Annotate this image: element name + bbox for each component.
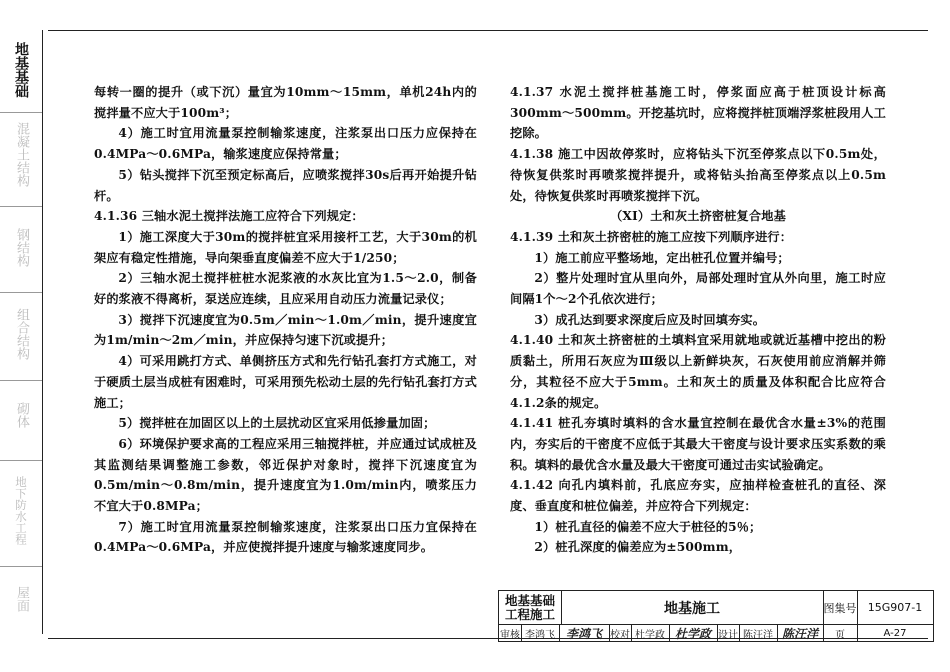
series-name-line1: 地基基础 <box>504 592 555 608</box>
title-block-top-row <box>499 591 933 625</box>
tab-divider <box>0 460 42 461</box>
paragraph: 5）搅拌桩在加固区以上的土层扰动区宜采用低掺量加固； <box>118 416 436 431</box>
paragraph: 5）钻头搅拌下沉至预定标高后，应喷浆搅拌30s后再开始提升钻杆。 <box>94 167 477 203</box>
check-label: 校对 <box>609 625 632 641</box>
tab-divider <box>0 566 42 567</box>
title-block <box>498 590 934 642</box>
tab-divider <box>0 112 42 113</box>
reviewer-signature: 李鸿飞 <box>559 625 610 641</box>
paragraph: 6）环境保护要求高的工程应采用三轴搅拌桩，并应通过试成桩及其监测结果调整施工参数，邻近保护对象时，搅拌下沉速度宜为0.5m/min～0.8m/min，提升速度宜为1.0m/min内，喷浆压力不宜大于0.8MPa； <box>94 436 477 514</box>
top-border-line <box>48 30 928 31</box>
tab-label: 屋面 <box>14 586 29 612</box>
paragraph: 1）施工深度大于30m的搅拌桩宜采用接杆工艺，大于30m的机架应有稳定性措施，导向架垂直度偏差不应大于1/250； <box>94 229 477 265</box>
checker-signature: 杜学政 <box>669 625 718 641</box>
paragraph: 4）施工时宜用流量泵控制输浆速度，注浆泵出口压力应保持在0.4MPa～0.6MPa，输浆速度应保持常量； <box>94 126 477 162</box>
chapter-sidebar <box>0 30 43 634</box>
tab-roof[interactable] <box>0 586 42 612</box>
paragraph: 3）搅拌下沉速度宜为0.5m／min～1.0m／min，提升速度宜为1m/min～2m／min，并应保持匀速下沉或提升； <box>94 312 477 348</box>
tab-label: 组合结构 <box>14 308 29 360</box>
tab-label: 地基基础 <box>13 42 29 98</box>
series-name-line2: 工程施工 <box>504 606 555 622</box>
paragraph: 4.1.39 土和灰土挤密桩的施工应按下列顺序进行： <box>510 229 793 244</box>
section-heading: （XI）土和灰土挤密桩复合地基 <box>610 209 786 224</box>
checker-name: 杜学政 <box>631 625 670 641</box>
tab-masonry[interactable] <box>0 402 42 428</box>
designer-signature: 陈汪洋 <box>777 625 824 641</box>
paragraph: 1）桩孔直径的偏差不应大于桩径的5％； <box>534 519 762 534</box>
paragraph: 4.1.41 桩孔夯填时填料的含水量宜控制在最优含水量±3%的范围内，夯实后的干密度不应低于其最大干密度与设计要求压实系数的乘积。填料的最优含水量及最大干密度可通过击实试验确定。 <box>510 416 886 472</box>
paragraph: 1）施工前应平整场地，定出桩孔位置并编号； <box>534 250 790 265</box>
paragraph: 3）成孔达到要求深度后应及时回填夯实。 <box>534 312 766 327</box>
tab-concrete[interactable] <box>0 122 42 187</box>
paragraph: 2）三轴水泥土搅拌桩桩水泥浆液的水灰比宜为1.5～2.0，制备好的浆液不得离析，泵送应连续，且应采用自动压力流量记录仪； <box>94 271 477 307</box>
tab-label: 砌体 <box>14 402 29 428</box>
tab-label: 地下防水工程 <box>14 476 28 545</box>
paragraph: 7）施工时宜用流量泵控制输浆速度，注浆泵出口压力宜保持在0.4MPa～0.6MPa，并应使搅拌提升速度与输浆速度同步。 <box>94 519 477 555</box>
tab-divider <box>0 292 42 293</box>
tab-label: 混凝土结构 <box>14 122 29 187</box>
reviewer-name: 李鸿飞 <box>521 625 560 641</box>
paragraph: 4.1.38 施工中因故停浆时，应将钻头下沉至停浆点以下0.5m处，待恢复供浆时再喷浆搅拌提升，或将钻头抬高至停浆点以上0.5m处，待恢复供浆时再喷浆搅拌下沉。 <box>510 147 886 203</box>
drawing-title: 地基施工 <box>561 591 824 624</box>
page-label: 页 <box>823 625 858 641</box>
series-name <box>499 591 562 624</box>
tab-waterproof[interactable] <box>0 476 42 545</box>
atlas-number-value: 15G907-1 <box>867 601 923 614</box>
paragraph: 每转一圈的提升（或下沉）量宜为10mm～15mm，单机24h内的搅拌量不应大于100m³； <box>94 85 477 120</box>
paragraph: 4.1.36 三轴水泥土搅拌法施工应符合下列规定： <box>94 209 364 224</box>
tab-divider <box>0 206 42 207</box>
paragraph: 2）桩孔深度的偏差应为±500mm， <box>534 540 742 555</box>
tab-foundation[interactable] <box>0 42 42 98</box>
review-label: 审核 <box>499 625 522 641</box>
designer-name: 陈汪洋 <box>739 625 778 641</box>
paragraph: 4.1.40 土和灰土挤密桩的土填料宜采用就地或就近基槽中挖出的粉质黏土，所用石灰应为Ⅲ级以上新鲜块灰，石灰使用前应消解并筛分，其粒径不应大于5mm。土和灰土的质量及体积配合比应符合4.1.2条的规定。 <box>510 333 886 410</box>
design-label: 设计 <box>717 625 740 641</box>
atlas-number-label: 图集号 <box>823 591 858 624</box>
right-text-column <box>510 82 886 558</box>
paragraph: 2）整片处理时宜从里向外，局部处理时宜从外向里，施工时应间隔1个～2个孔依次进行； <box>510 271 886 307</box>
title-block-sign-row <box>499 625 933 641</box>
tab-divider <box>0 380 42 381</box>
paragraph: 4）可采用跳打方式、单侧挤压方式和先行钻孔套打方式施工，对于硬质土层当成桩有困难时，可采用预先松动土层的先行钻孔套打方式施工； <box>94 354 477 410</box>
tab-label: 钢结构 <box>14 228 29 267</box>
left-text-column <box>94 82 477 558</box>
tab-composite[interactable] <box>0 308 42 360</box>
tab-steel[interactable] <box>0 228 42 267</box>
paragraph: 4.1.42 向孔内填料前，孔底应夯实，应抽样检查桩孔的直径、深度、垂直度和桩位偏差，并应符合下列规定： <box>510 478 886 514</box>
page-number: A-27 <box>883 627 907 639</box>
paragraph: 4.1.37 水泥土搅拌桩基施工时，停浆面应高于桩顶设计标高300mm～500mm。开挖基坑时，应将搅拌桩顶端浮浆桩段用人工挖除。 <box>510 85 886 141</box>
